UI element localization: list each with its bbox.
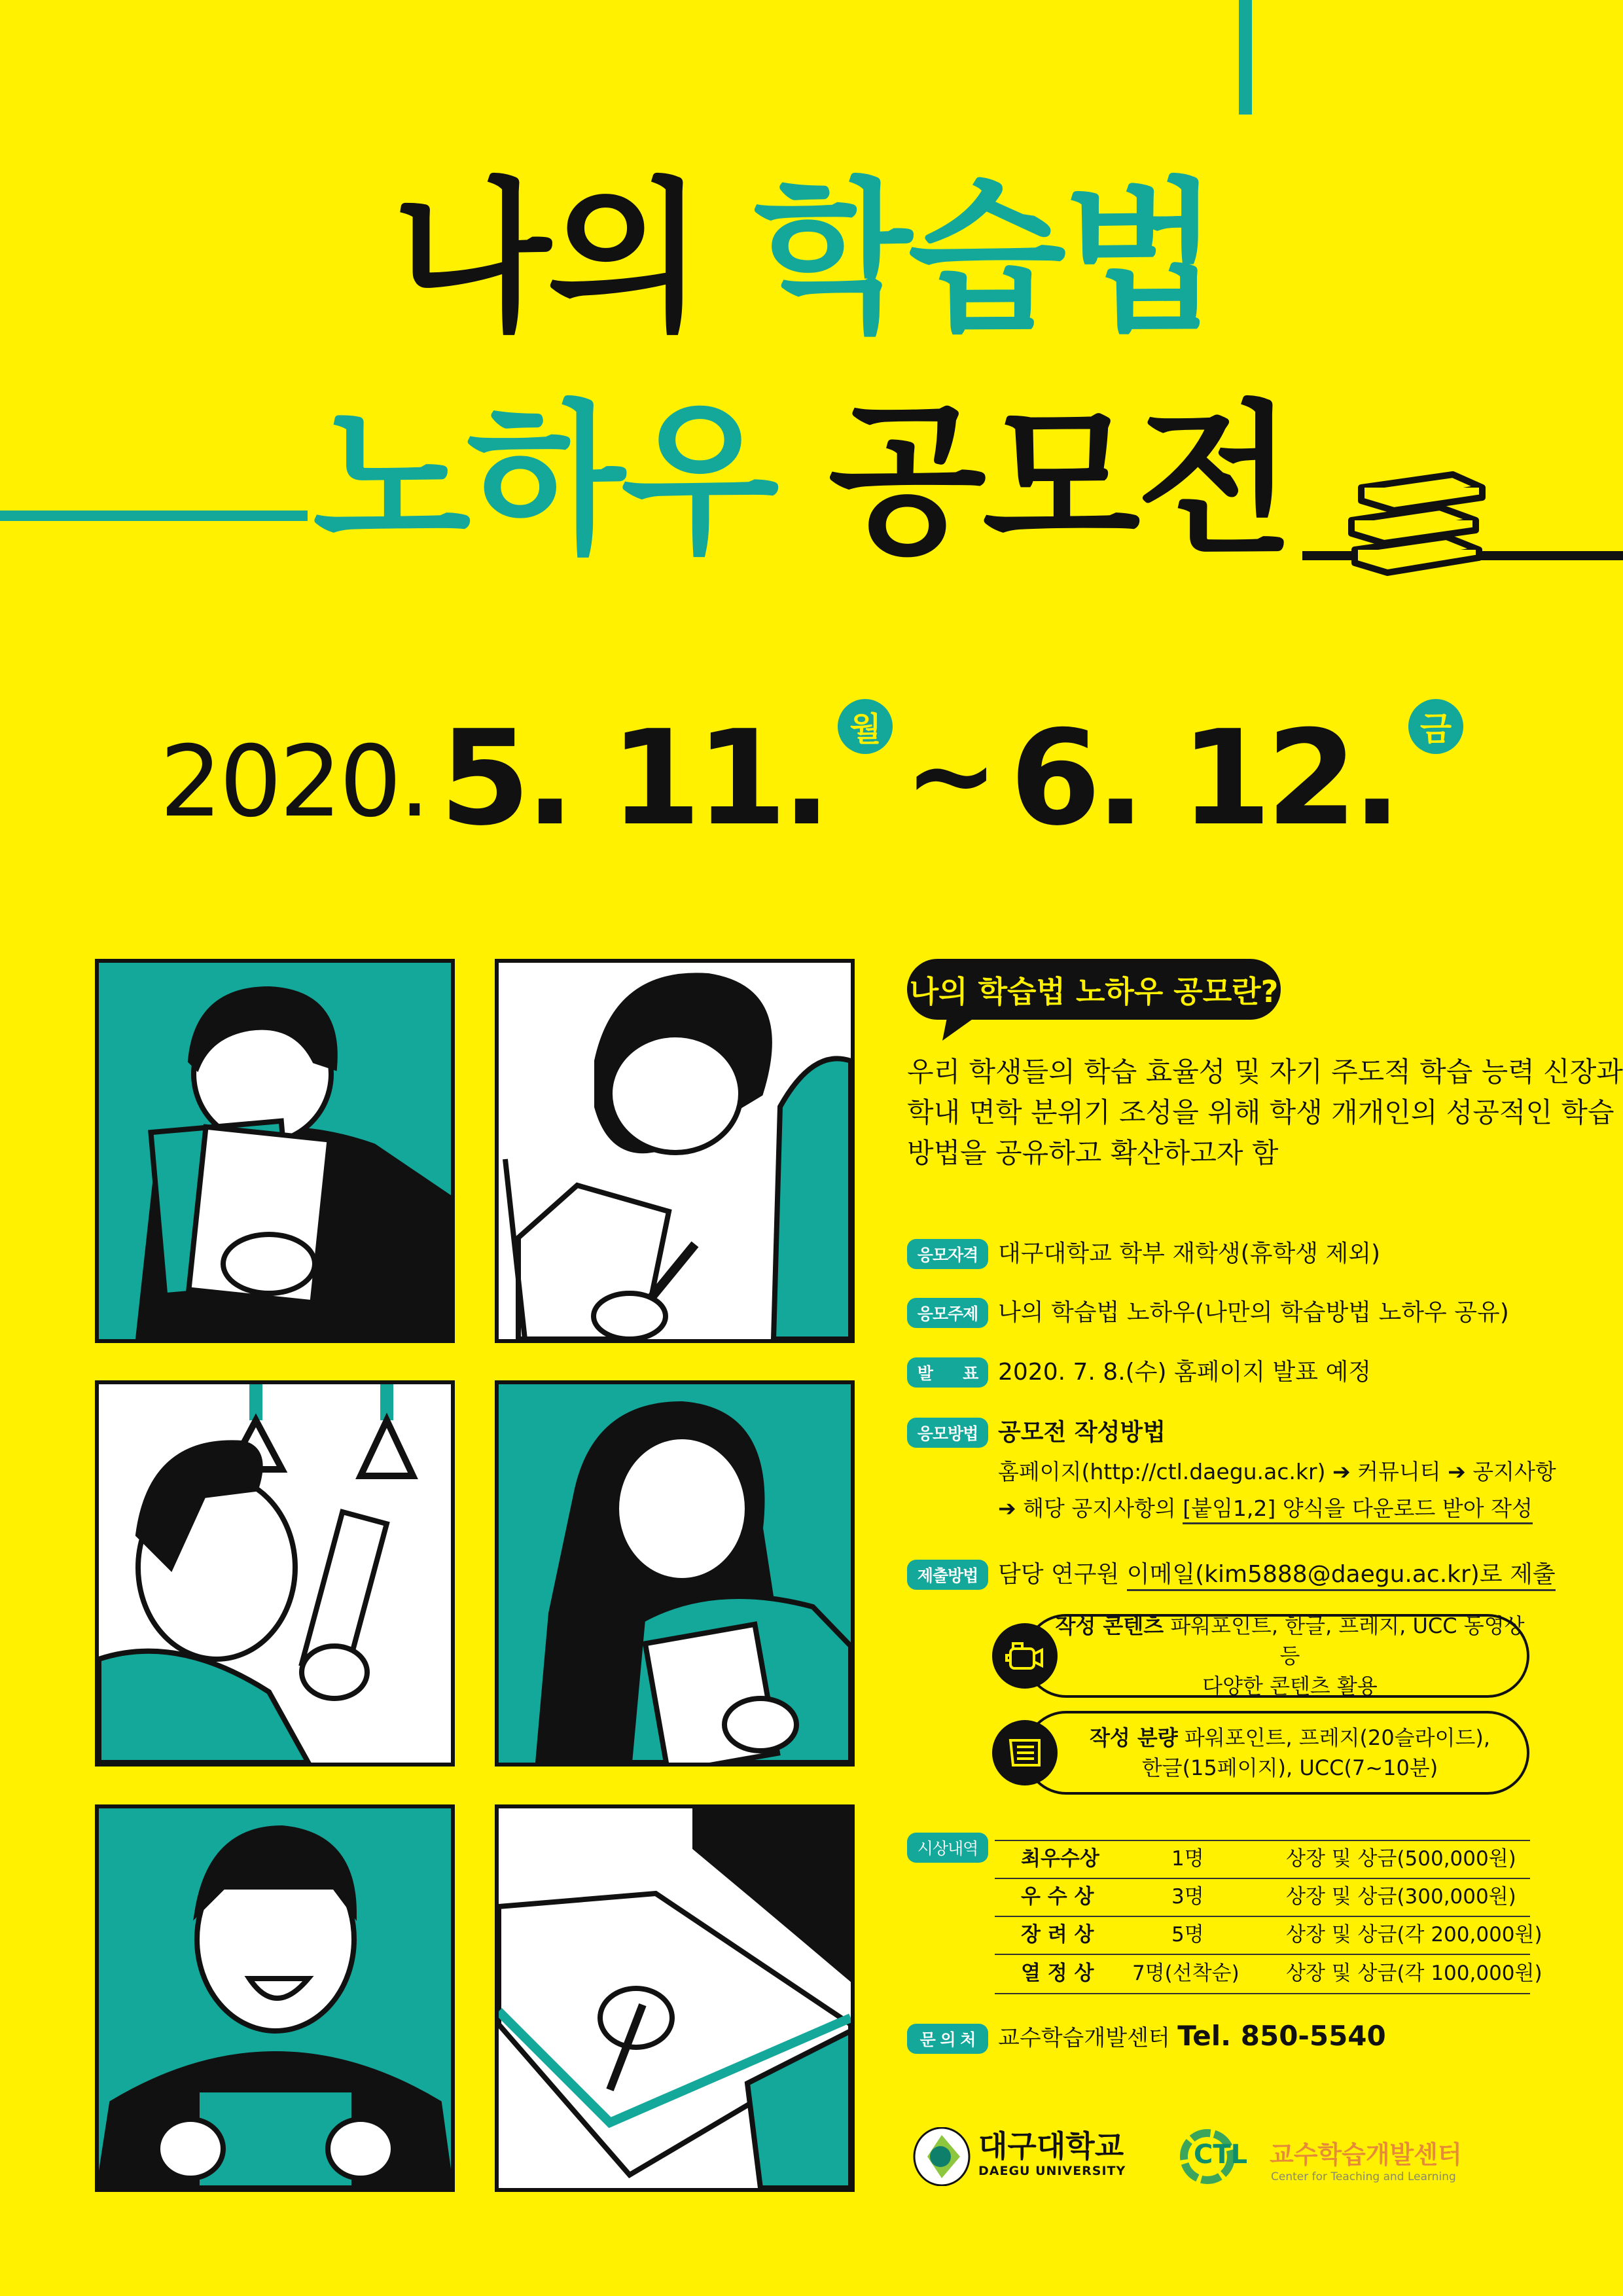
table-divider [995,1878,1530,1879]
award-prize: 상장 및 상금(각 100,000원) [1286,1962,1543,1985]
award-prize: 상장 및 상금(300,000원) [1286,1885,1516,1909]
award-name: 최우수상 [1021,1847,1099,1871]
table-divider [995,1954,1530,1955]
title-black-1: 나의 [393,163,701,353]
award-prize: 상장 및 상금(500,000원) [1286,1847,1516,1871]
ctl-logo [1178,2127,1479,2186]
document-icon [992,1720,1058,1785]
content-box [1024,1614,1529,1698]
award-count: 1명 [1171,1847,1204,1871]
ctl-name-kr: 교수학습개발센터 [1270,2140,1462,2169]
start-day-badge: 월 [838,699,893,754]
intro-paragraph [907,1052,1623,1174]
instruction-underlined: [붙임1,2] 양식을 다운로드 받아 작성 [1183,1496,1533,1524]
award-prize: 상장 및 상금(각 200,000원) [1286,1923,1543,1946]
award-name: 열 정 상 [1021,1962,1094,1985]
table-divider [995,1916,1530,1917]
illustration-boy-reading [95,1804,455,2192]
label-submission: 제출방법 [907,1560,988,1590]
illustration-man-on-subway [95,1380,455,1767]
illustration-man-reading [95,959,455,1343]
arrow-right-icon: ➔ [998,1496,1016,1521]
notice-text: 공지사항 [1472,1459,1556,1484]
teal-vertical-line [1239,0,1252,115]
label-contact: 문 의 처 [907,2024,988,2054]
contact-text [998,2021,1386,2053]
label-eligibility: 응모자격 [907,1239,988,1269]
intro-line: 학내 면학 분위기 조성을 위해 학생 개개인의 성공적인 학습 [907,1096,1614,1128]
daegu-university-logo [913,2127,1135,2186]
award-name: 우 수 상 [1021,1885,1094,1909]
label-topic: 응모주제 [907,1298,988,1328]
label-method: 응모방법 [907,1418,988,1448]
ctl-text: CTL [1194,2140,1248,2170]
contact-tel: Tel. 850-5540 [1177,2020,1386,2052]
content-box-title: 작성 콘텐츠 [1055,1613,1164,1638]
label-announcement: 발 표 [907,1357,988,1388]
method-instruction [998,1494,1533,1524]
contact-org: 교수학습개발센터 [998,2025,1170,2051]
table-divider [995,1993,1530,1994]
period-row [0,702,1623,855]
end-day-badge: 금 [1408,699,1463,754]
community-text: 커뮤니티 [1357,1459,1441,1484]
homepage-url[interactable]: 홈페이지(http://ctl.daegu.ac.kr) [998,1459,1326,1484]
submission-email[interactable]: 이메일(kim5888@daegu.ac.kr)로 제출 [1127,1561,1556,1591]
eligibility-text: 대구대학교 학부 재학생(휴학생 제외) [998,1240,1381,1267]
award-count: 3명 [1171,1885,1204,1909]
period-start: 5. 11. [439,702,827,855]
award-count: 7명(선착순) [1132,1962,1240,1985]
method-title: 공모전 작성방법 [998,1419,1166,1446]
university-seal-icon [913,2127,971,2186]
video-camera-icon [992,1623,1058,1689]
intro-line: 우리 학생들의 학습 효율성 및 자기 주도적 학습 능력 신장과 [907,1056,1623,1088]
arrow-right-icon: ➔ [1332,1459,1351,1484]
title-line-1 [393,163,1217,353]
intro-bubble: 나의 학습법 노하우 공모란? [907,959,1281,1020]
announcement-text: 2020. 7. 8.(수) 홈페이지 발표 예정 [998,1359,1372,1386]
univ-name-en: DAEGU UNIVERSITY [978,2164,1126,2178]
award-count: 5명 [1171,1923,1204,1946]
instruction-prefix: 해당 공지사항의 [1023,1496,1183,1521]
illustration-person-writing-notebook [495,1804,855,2192]
volume-box [1024,1711,1529,1795]
title-teal-2: 노하우 [313,386,776,576]
volume-box-line: 파워포인트, 프레지(20슬라이드), [1184,1725,1491,1750]
arrow-right-icon: ➔ [1448,1459,1466,1484]
award-name: 장 려 상 [1021,1923,1094,1946]
method-path [998,1457,1556,1487]
label-awards: 시상내역 [907,1833,988,1863]
table-divider [995,1840,1530,1841]
period-year: 2020. [160,725,428,839]
univ-name-kr: 대구대학교 [978,2128,1124,2164]
books-icon [1342,458,1492,576]
submission-text [998,1560,1556,1590]
title-black-2: 공모전 [828,386,1291,576]
ctl-name-en: Center for Teaching and Learning [1271,2170,1456,2183]
illustration-woman-writing [495,959,855,1343]
topic-text: 나의 학습법 노하우(나만의 학습방법 노하우 공유) [998,1299,1509,1326]
title-line-2 [313,386,1291,576]
intro-line: 방법을 공유하고 확산하고자 함 [907,1137,1279,1169]
submission-prefix: 담당 연구원 [998,1561,1127,1588]
teal-horizontal-line [0,511,308,521]
content-box-line: 다양한 콘텐츠 활용 [1202,1674,1378,1698]
title-teal-1: 학습법 [754,163,1217,353]
volume-box-line: 한글(15페이지), UCC(7~10분) [1141,1755,1438,1780]
illustration-woman-holding-book [495,1380,855,1767]
volume-box-title: 작성 분량 [1089,1725,1178,1750]
content-box-line: 파워포인트, 한글, 프레지, UCC 동영상 등 [1170,1613,1525,1668]
period-end: 6. 12. [1009,702,1397,855]
period-tilde: ~ [904,711,998,840]
